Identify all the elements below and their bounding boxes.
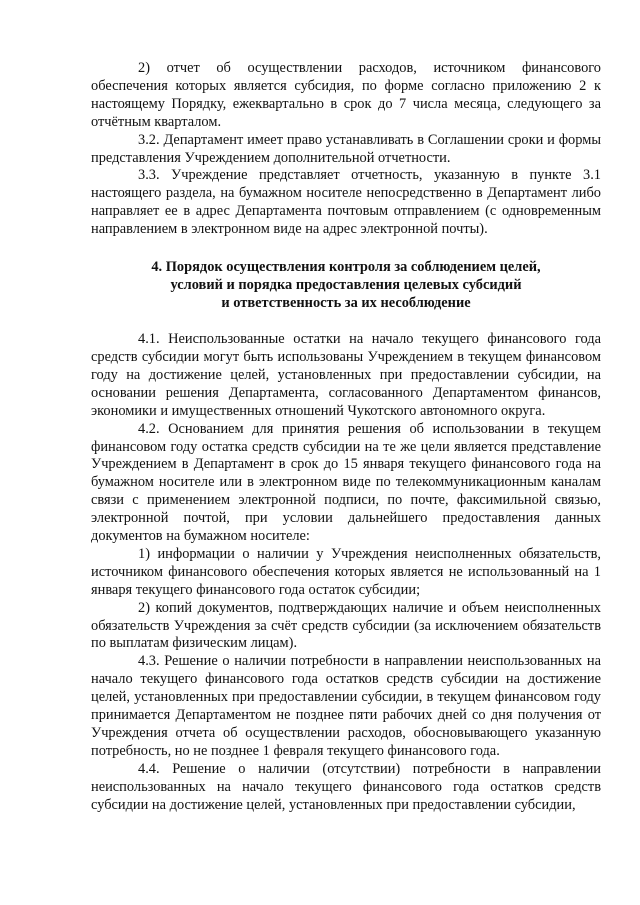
section-4-heading: [91, 258, 601, 312]
document-page: [91, 60, 601, 815]
paragraph-4-3: 4.3. Решение о наличии потребности в направлении неиспользованных на начало текущего финансового года остатков средств субсидии на достижение целей, установленных при предоставлении субсидии, в текущем финансовом году принимается Департаментом не позднее пяти рабочих дней со дня получения от Учреждения отчета об осуществлении расходов, обосновывающего указанную потребность, но не позднее 1 февраля текущего финансового года.: [91, 653, 601, 759]
section-heading-line-1: 4. Порядок осуществления контроля за соблюдением целей,: [151, 259, 541, 276]
paragraph-4-2-item-2: 2) копий документов, подтверждающих наличие и объем неисполненных обязательств Учреждения за счёт средств субсидии (за исключением обязательств по выплатам физическим лицам).: [91, 599, 601, 652]
paragraph-3-1-item-2: 2) отчет об осуществлении расходов, источником финансового обеспечения которых является субсидия, по форме согласно приложению 2 к настоящему Порядку, ежеквартально в срок до 7 числа месяца, следующего за отчётным кварталом.: [91, 60, 601, 130]
paragraph-3-3: 3.3. Учреждение представляет отчетность, указанную в пункте 3.1 настоящего раздела, на бумажном носителе непосредственно в Департамент либо направляет ее в адрес Департамента почтовым отправлением (с одновременным направлением в электронном виде на адрес электронной почты).: [91, 167, 601, 238]
section-heading-line-3: и ответственность за их несоблюдение: [221, 295, 471, 312]
paragraph-3-2: 3.2. Департамент имеет право устанавливать в Соглашении сроки и формы представления Учреждением дополнительной отчетности.: [91, 131, 601, 166]
paragraph-4-2-item-1: 1) информации о наличии у Учреждения неисполненных обязательств, источником финансового обеспечения которых является не использованный на 1 января текущего финансового года остаток субсидии;: [91, 545, 601, 598]
section-heading-line-2: условий и порядка предоставления целевых субсидий: [170, 277, 522, 294]
paragraph-4-4: 4.4. Решение о наличии (отсутствии) потребности в направлении неиспользованных на начало текущего финансового года остатков средств субсидии на достижение целей, установленных при предоставлении субсидии,: [91, 760, 601, 813]
paragraph-4-2: 4.2. Основанием для принятия решения об использовании в текущем финансовом году остатка средств субсидии на те же цели является представление Учреждением в Департамент в срок до 15 января текущего финансового года на бумажном носителе или в электронном виде по телекоммуникационным каналам связи с применением электронной подписи, по почте, факсимильной связью, электронной почтой, при условии дальнейшего предоставления данных документов на бумажном носителе:: [91, 420, 601, 545]
paragraph-4-1: 4.1. Неиспользованные остатки на начало текущего финансового года средств субсидии могут быть использованы Учреждением в текущем финансовом году на достижение целей, установленных при предоставлении субсидии, на основании решения Департамента, согласованного Департаментом финансов, экономики и имущественных отношений Чукотского автономного округа.: [91, 331, 601, 419]
